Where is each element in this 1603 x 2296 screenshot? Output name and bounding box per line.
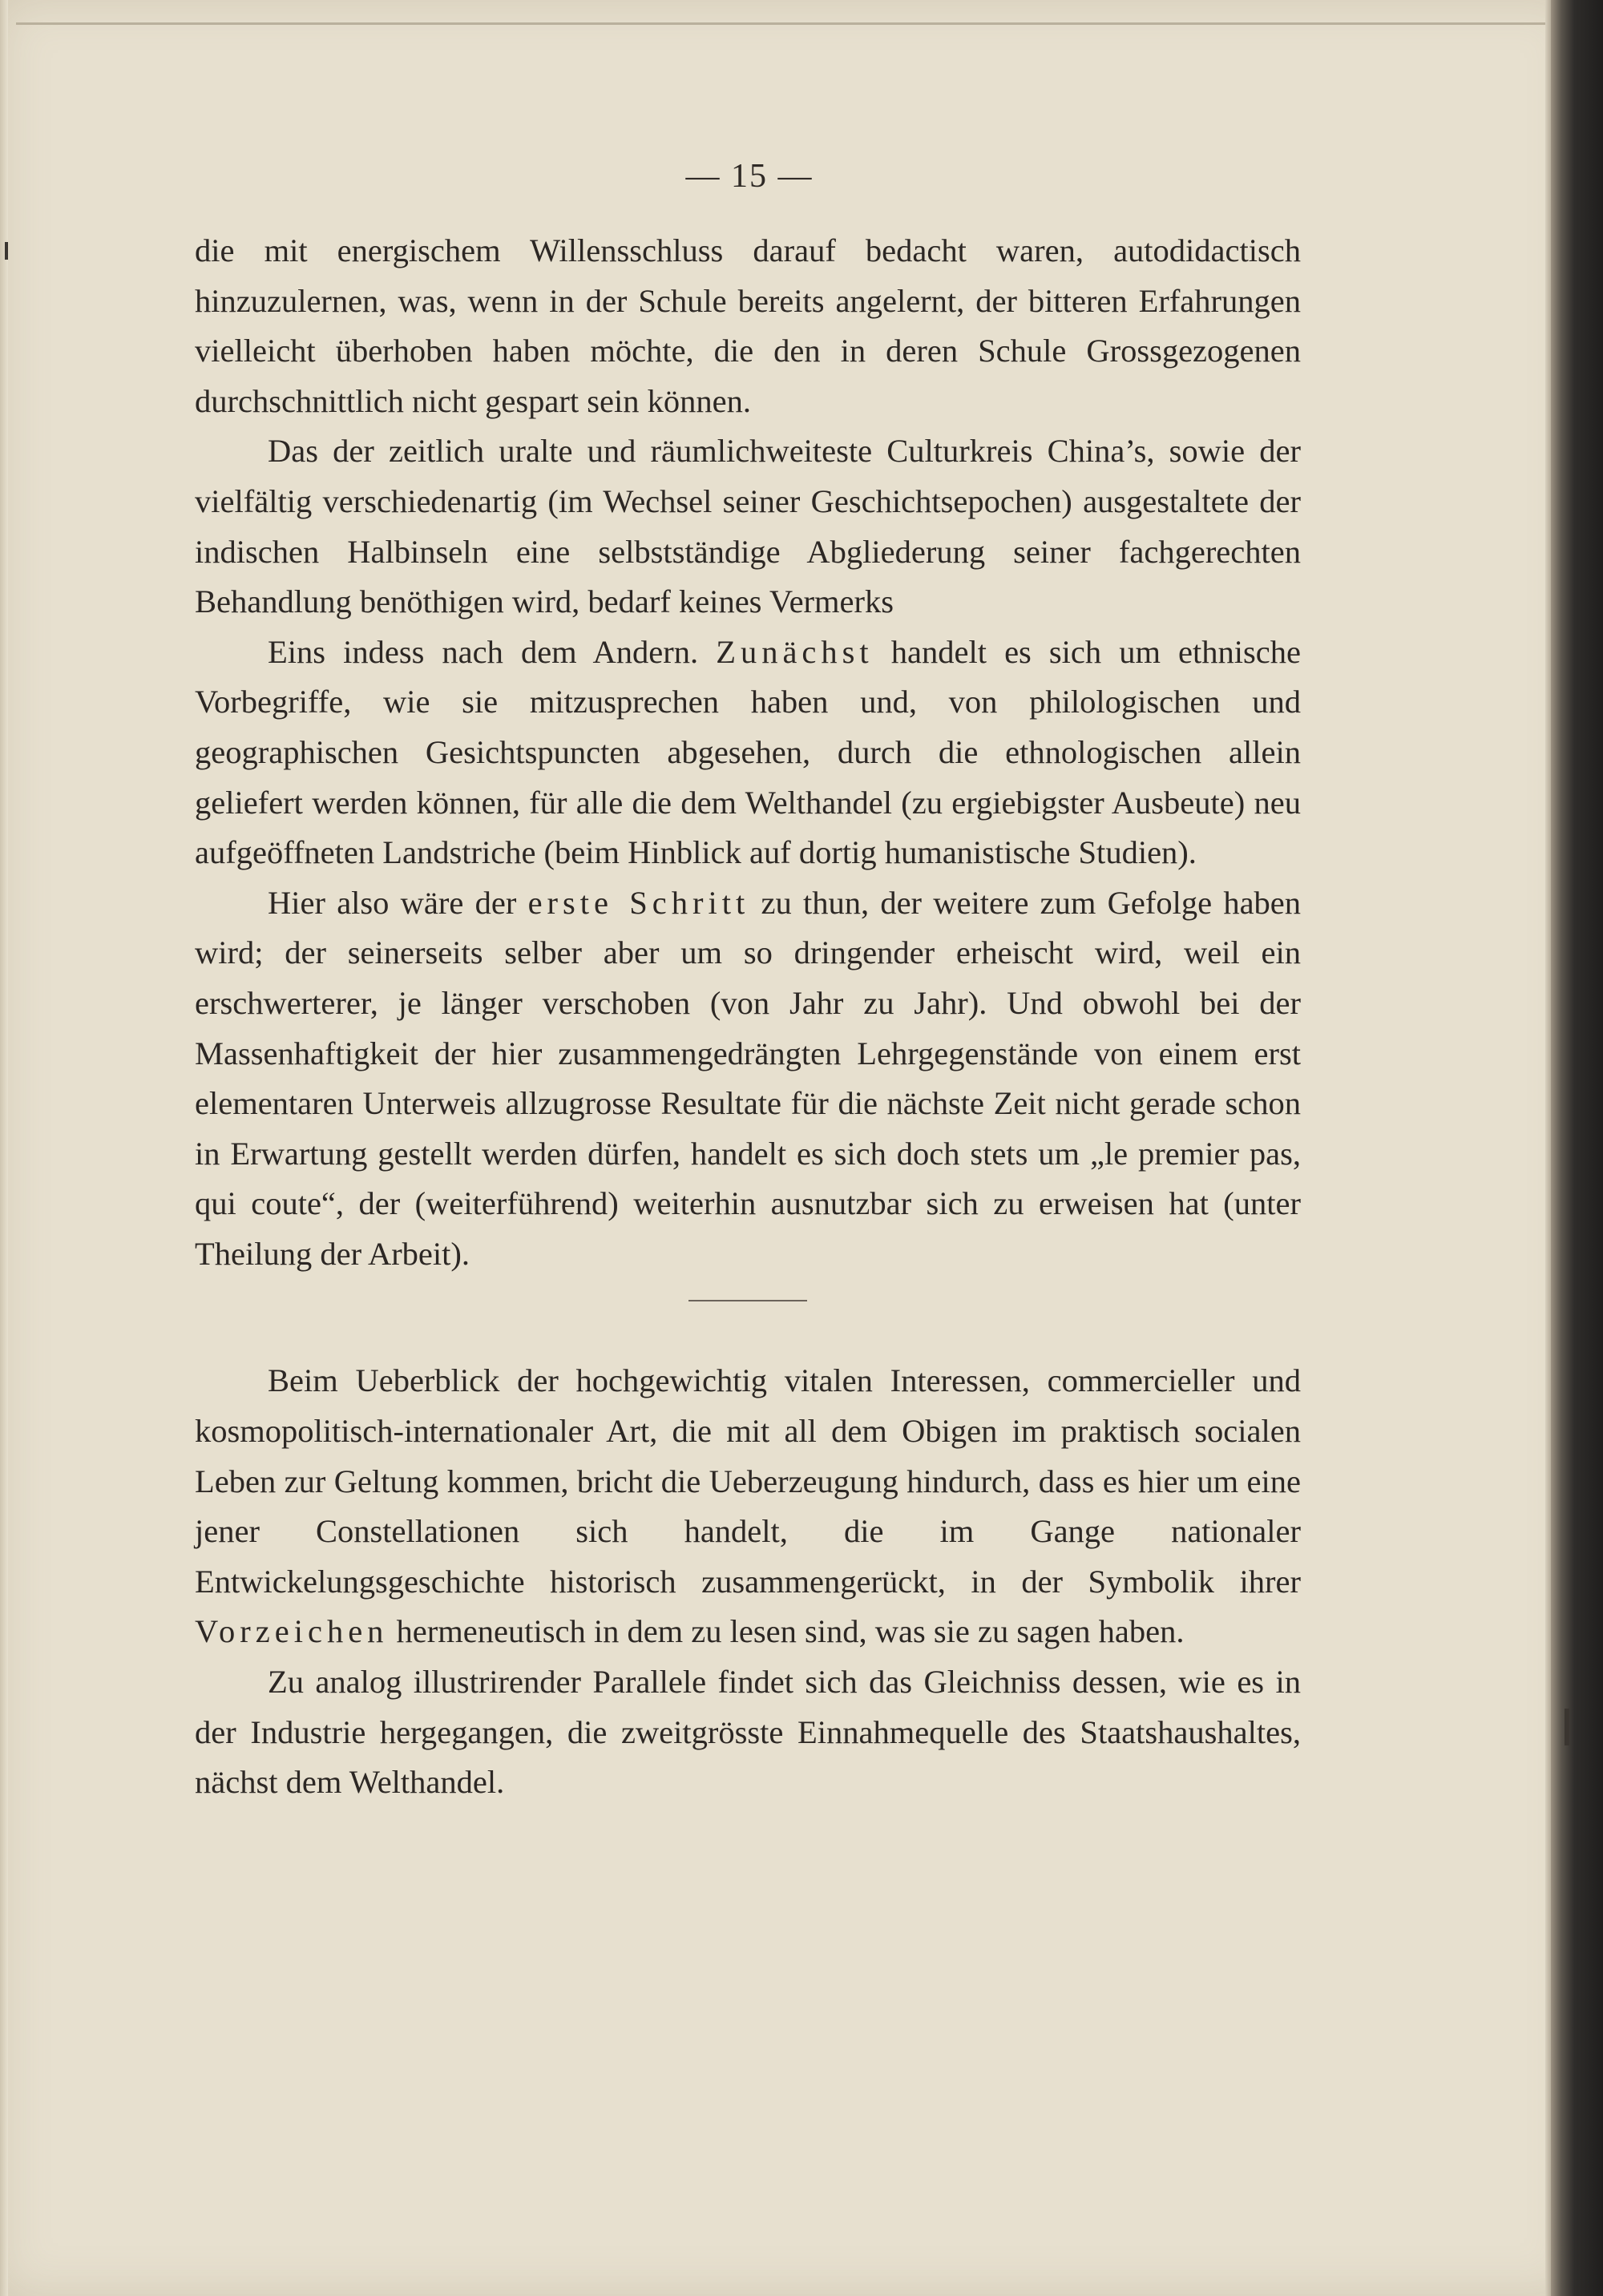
paragraph-3-start: Eins indess nach dem Andern. xyxy=(268,633,699,670)
paragraph-4-start: Hier also wäre der xyxy=(268,884,517,921)
paragraph-4 xyxy=(195,878,1301,1280)
paragraph-5-start: Beim Ueberblick der hochgewichtig vitalen Interessen, commercieller und kosmopolitisch-internationaler Art, die mit all dem Obigen im praktisch socialen Leben zur Geltung kommen, bricht die Ueberzeugung hindurch, dass es hier um eine jener Constellationen sich handelt, die im Gange nationaler Entwickelungsgeschichte historisch zusammengerückt, in der Symbolik ihrer xyxy=(195,1362,1301,1600)
paragraph-3 xyxy=(195,627,1301,878)
margin-mark-left xyxy=(5,242,8,260)
paragraph-6: Zu analog illustrirender Parallele findet sich das Gleichniss dessen, wie es in der Industrie hergegangen, die zweitgrösste Einnahmequelle des Staatshaushaltes, nächst dem Welthandel. xyxy=(195,1664,1301,1801)
paragraph-4-end: zu thun, der weitere zum Gefolge haben wird; der seinerseits selber aber um so dringender erheischt wird, weil ein erschwerterer, je länger verschoben (von Jahr zu Jahr). Und obwohl bei der Massenhaftigkeit der hier zusammengedrängten Lehrgegenstände von einem erst elementaren Unterweis allzugrosse Resultate für die nächste Zeit nicht gerade schon in Erwartung gestellt werden dürfen, handelt es sich doch stets um „le premier pas, qui coute“, der (weiterführend) weiterhin ausnutzbar sich zu erweisen hat (unter Theilung der Arbeit). xyxy=(195,884,1302,1272)
page-left-edge xyxy=(0,0,8,2296)
paragraph-1: die mit energischem Willensschluss darauf bedacht waren, autodidactisch hinzuzulernen, was, wenn in der Schule bereits angelernt, der bitteren Erfahrungen vielleicht überhoben haben möchte, die den in deren Schule Grossgezogenen durchschnittlich nicht gespart sein können. xyxy=(195,232,1301,419)
page-top-edge xyxy=(16,22,1571,25)
emphasis-erste-schritt: erste Schritt xyxy=(527,884,750,921)
page-number: — 15 — xyxy=(685,158,814,195)
body-text xyxy=(195,226,1301,1808)
book-spine xyxy=(1551,0,1603,2296)
section-separator xyxy=(688,1300,807,1301)
paragraph-2: Das der zeitlich uralte und räumlichweiteste Culturkreis China’s, sowie der vielfältig verschiedenartig (im Wechsel seiner Geschichtsepochen) ausgestaltete der indischen Halbinseln eine selbstständige Abgliederung seiner fachgerechten Behandlung benöthigen wird, bedarf keines Vermerks xyxy=(195,433,1301,620)
margin-mark-right xyxy=(1565,1709,1569,1745)
paragraph-5 xyxy=(195,1356,1301,1657)
paragraph-5-end: hermeneutisch in dem zu lesen sind, was sie zu sagen haben. xyxy=(396,1613,1185,1650)
paragraph-3-end: handelt es sich um ethnische Vorbegriffe, wie sie mitzusprechen haben und, von philologischen und geographischen Gesichtspuncten abgesehen, durch die ethnologischen allein geliefert werden können, für alle die dem Welthandel (zu ergiebigster Ausbeute) neu aufgeöffneten Landstriche (beim Hinblick auf dortig humanistische Studien). xyxy=(195,633,1301,871)
emphasis-vorzeichen: Vorzeichen xyxy=(195,1613,389,1650)
emphasis-zunaechst: Zunächst xyxy=(716,633,874,670)
